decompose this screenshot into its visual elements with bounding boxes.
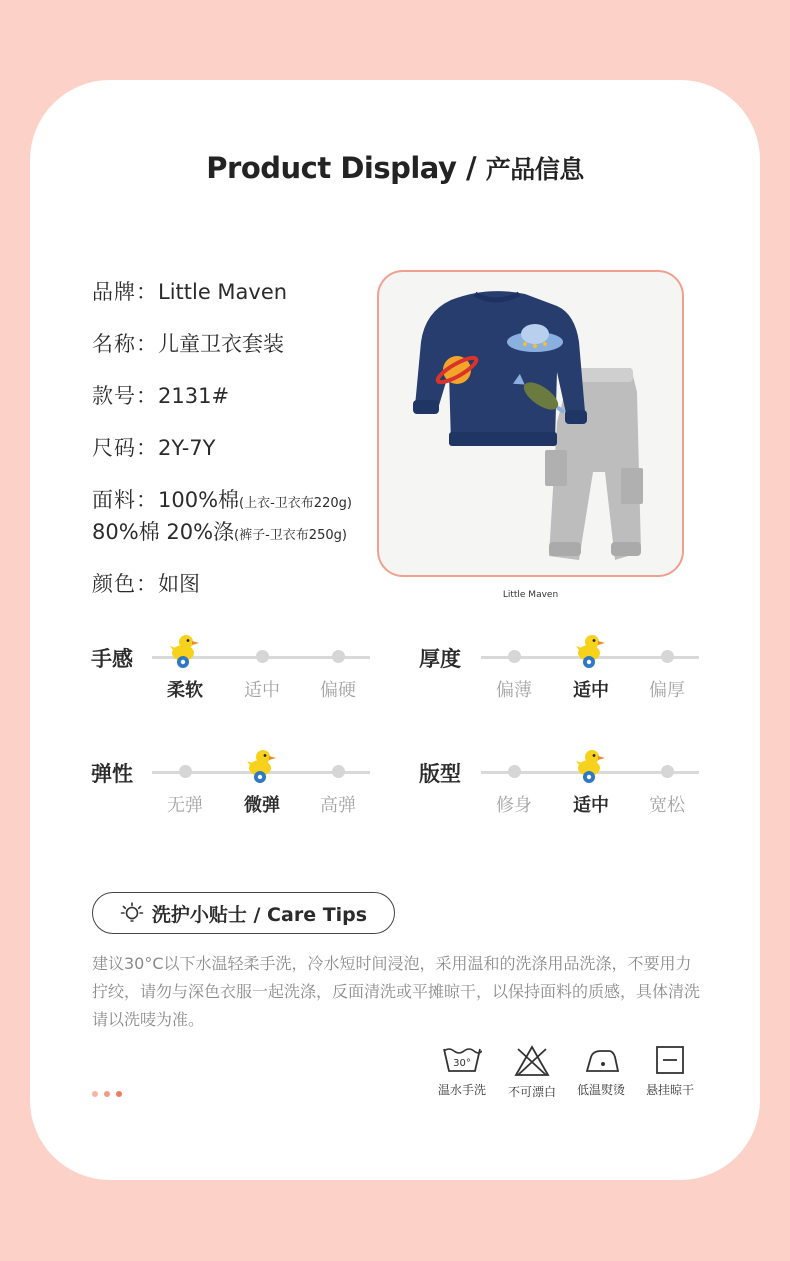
spec-fabric: [92, 484, 352, 514]
attr-title-fit: 版型: [419, 762, 461, 786]
hand-wash-30-icon: [442, 1045, 482, 1075]
fabric-top-main: 100%棉: [158, 488, 240, 512]
scale-option-elasticity-1: 微弹: [244, 795, 280, 816]
title-en: Product Display: [206, 151, 457, 185]
name-value: 儿童卫衣套装: [158, 332, 284, 356]
no-bleach-icon: [514, 1045, 550, 1077]
spec-style: [92, 380, 229, 410]
spec-name: [92, 328, 284, 358]
scale-option-elasticity-0: 无弹: [167, 795, 203, 816]
care-label-hand-wash: 温水手洗: [437, 1083, 486, 1097]
fabric-pants-main: 80%棉 20%涤: [92, 520, 235, 544]
scale-option-feel-0: 柔软: [167, 680, 203, 701]
pants-image: [545, 368, 643, 560]
duck-marker-icon: [575, 633, 607, 669]
scale-option-fit-0: 修身: [496, 795, 532, 816]
style-value: 2131#: [158, 384, 230, 408]
color-label: 颜色：: [92, 572, 158, 596]
low-iron-icon: [581, 1045, 621, 1075]
line-dry-icon: [655, 1045, 685, 1075]
care-line-dry: [635, 1045, 705, 1098]
attr-title-feel: 手感: [91, 647, 133, 671]
scale-option-thickness-2: 偏厚: [649, 680, 685, 701]
size-label: 尺码：: [92, 436, 158, 460]
fabric-top-note: (上衣-卫衣布220g): [239, 496, 352, 511]
care-label-line-dry: 悬挂晾干: [645, 1083, 694, 1097]
scale-option-thickness-1: 适中: [573, 680, 609, 701]
scale-dot: [256, 650, 269, 663]
fabric-label: 面料：: [92, 488, 158, 512]
scale-dot: [508, 765, 521, 778]
decorative-dots: [92, 1091, 122, 1097]
spec-brand: [92, 276, 287, 306]
duck-marker-icon: [575, 748, 607, 784]
attr-title-thickness: 厚度: [419, 647, 461, 671]
scale-dot: [661, 650, 674, 663]
style-label: 款号：: [92, 384, 158, 408]
care-tips-label: 洗护小贴士 / Care Tips: [151, 903, 368, 926]
scale-dot: [179, 765, 192, 778]
attr-title-elasticity: 弹性: [91, 762, 133, 786]
lightbulb-icon: [120, 901, 144, 925]
photo-caption: Little Maven: [502, 590, 559, 600]
wash-temp-text: 30°: [453, 1058, 471, 1069]
scale-option-fit-2: 宽松: [649, 795, 685, 816]
care-no-bleach: [497, 1045, 567, 1100]
care-hand-wash: [427, 1045, 497, 1098]
scale-dot: [508, 650, 521, 663]
outfit-illustration: [379, 272, 682, 575]
scale-option-feel-2: 偏硬: [320, 680, 356, 701]
scale-dot: [661, 765, 674, 778]
product-photo: [377, 270, 684, 577]
care-tips-text: 建议30°C以下水温轻柔手洗，冷水短时间浸泡，采用温和的洗涤用品洗涤，不要用力拧绞，请勿与深色衣服一起洗涤，反面清洗或平摊晾干，以保持面料的质感，具体清洗请以洗唛为准。: [92, 954, 701, 1029]
care-label-no-bleach: 不可漂白: [507, 1085, 556, 1099]
care-label-low-iron: 低温熨烫: [576, 1083, 625, 1097]
duck-marker-icon: [246, 748, 278, 784]
care-tips-pill: [92, 892, 395, 934]
scale-dot: [332, 765, 345, 778]
scale-dot: [332, 650, 345, 663]
brand-label: 品牌：: [92, 280, 158, 304]
scale-option-feel-1: 适中: [244, 680, 280, 701]
scale-option-thickness-0: 偏薄: [496, 680, 532, 701]
care-low-iron: [566, 1045, 636, 1098]
scale-option-fit-1: 适中: [573, 795, 609, 816]
fabric-pants-note: (裤子-卫衣布250g): [234, 528, 347, 543]
spec-size: [92, 432, 215, 462]
name-label: 名称：: [92, 332, 158, 356]
title-separator: /: [456, 151, 486, 185]
page-title: [0, 150, 790, 186]
spec-color: [92, 568, 200, 598]
size-value: 2Y-7Y: [158, 436, 216, 460]
color-value: 如图: [158, 572, 200, 596]
duck-marker-icon: [169, 633, 201, 669]
scale-option-elasticity-2: 高弹: [320, 795, 356, 816]
title-cn: 产品信息: [485, 155, 584, 184]
spec-fabric-pants: [92, 516, 347, 546]
brand-value: Little Maven: [158, 280, 288, 304]
